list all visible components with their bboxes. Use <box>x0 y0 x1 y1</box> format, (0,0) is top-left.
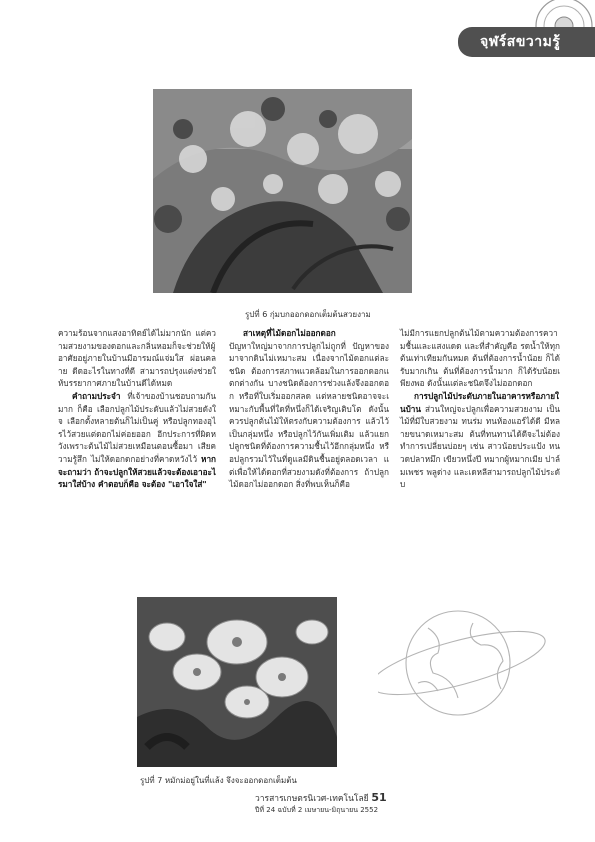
col3-heading: การปลูกไม้ประดับภายในอาคารหรือภายในบ้าน <box>400 390 560 414</box>
col1-bold-lead: คำถามประจำ <box>72 390 121 401</box>
column-3 <box>400 327 560 491</box>
figure-1-caption: รูปที่ 6 กุ่มบกออกดอกเต็มต้นสวยงาม <box>245 310 371 319</box>
globe-sketch-decoration <box>378 593 548 733</box>
col1-body-text: ที่เจ้าของบ้านชอบถามกันมาก ก็คือ เลือกปลูกไม้ประดับแล้วไม่สวยดังใจ เลือกตั้งหลายต้นก็ไม่เป็นคู่ หรือปลูกทองอุไรไว้สวยแต่ดอกไม่ค่อยออก อีกประการที่ผิดหวังเพราะต้นไม้ไม่สวยเหมือนตอนซื้อมา เสียความรู้สึก ไม่ให้ดอกดกอย่างที่คาดหวังไว้ <box>58 390 216 464</box>
col2-paragraph-1: ปัญหาใหญ่มาจากการปลูกไม่ถูกที่ ปัญหาของมาจากดินไม่เหมาะสม เนื่องจากไม้ดอกแต่ละชนิด ต้องการสภาพแวดล้อมในการออกดอกแตกต่างกัน บางชนิดต้องการช่วงแล้งจึงออกดอก หรือที่ใบเริ่มออกสลด แต่หลายชนิดอาจจะเหมาะกับพื้นที่ใดที่หนึ่งก็ได้เจริญเติบโต ดังนั้นควรปลูกต้นไม้ให้ตรงกับความต้องการ แล้วไว้เป็นกลุ่มหนึ่ง หรือปลูกไว้กันเพิ่มเติม แล้วแยกปลูกชนิดที่ต้องการความชื้นไว้อีกกลุ่มหนึ่ง หรือปลูกรวมไว้ในที่ดูแลมีดินชื้นอยู่ตลอดเวลา แต่เพื่อให้ได้ดอกที่สวยงามดังที่ต้องการ ถ้าปลูกไม้ดอกไม่ออกดอก สิ่งที่พบเห็นก็คือ <box>229 340 389 490</box>
figure-1-photo <box>153 89 412 293</box>
col3-paragraph-1: ไม่มีการแยกปลูกต้นไม้ตามความต้องการความชื้นและแสงแดด และที่สำคัญคือ รดน้ำให้ทุกต้นเท่าเทียมกันหมด ต้นที่ต้องการน้ำน้อย ก็ได้รับมากเกิน ต้นที่ต้องการน้ำมาก ก็ได้รับน้อยเพียงพอ ดังนั้นแต่ละชนิดจึงไม่ออกดอก <box>400 328 560 389</box>
page-footer <box>255 792 387 816</box>
issue-info: ปีที่ 24 ฉบับที่ 2 เมษายน-มิถุนายน 2552 <box>255 806 379 814</box>
column-2 <box>229 327 389 491</box>
page-number: 51 <box>371 791 387 804</box>
col3-body-text: ส่วนใหญ่จะปลูกเพื่อความสวยงาม เป็นไม้ที่มีใบสวยงาม ทนร่ม ทนห้องแอร์ได้ดี มีหลายขนาดเหมาะสม ต้นที่ทนทานได้ดีจะไม่ต้องทำการเปลี่ยนบ่อยๆ เช่น สาวน้อยประแป้ง หนวดปลาหมึก เขียวหนึ่งปี หมากผู้หมากเมีย ปาล์มเพชร พลูด่าง และเดหลีสามารถปลูกไม้ประดับ <box>400 403 560 490</box>
section-tab: จฺฬร์สขวามรู้ <box>458 27 595 57</box>
figure-2-photo <box>137 597 337 767</box>
figure-2-caption: รูปที่ 7 หมักม่อยู่ในที่แล้ง จึงจะออกดอกเต็มต้น <box>140 776 297 785</box>
col1-bold-conclusion: หากจะถามว่า ถ้าจะปลูกให้สวยแล้วจะต้องเอาอะไรมาใส่บ้าง คำตอบก็คือ จะต้อง "เอาใจใส่" <box>58 453 216 490</box>
col1-paragraph-2 <box>58 390 216 491</box>
journal-title: วารสารเกษตรนิเวศ-เทคโนโลยี <box>255 794 369 804</box>
col2-heading: สาเหตุที่ไม้ดอกไม่ออกดอก <box>243 328 336 338</box>
col3-paragraph-2 <box>400 390 560 491</box>
col1-paragraph-1: ความร้อนจากแสงอาทิตย์ได้ไม่มากนัก แต่ความสวยงามของดอกและกลิ่นหอมก็จะช่วยให้ผู้อาศัยอยู่ภายในบ้านมีอารมณ์แจ่มใส ผ่อนคลาย ดีดอะไรในทางที่ดี สามารถปรุงแต่งช่วยให้บรรยากาศภายในบ้านดีได้หมด <box>58 328 216 389</box>
column-1 <box>58 327 216 491</box>
